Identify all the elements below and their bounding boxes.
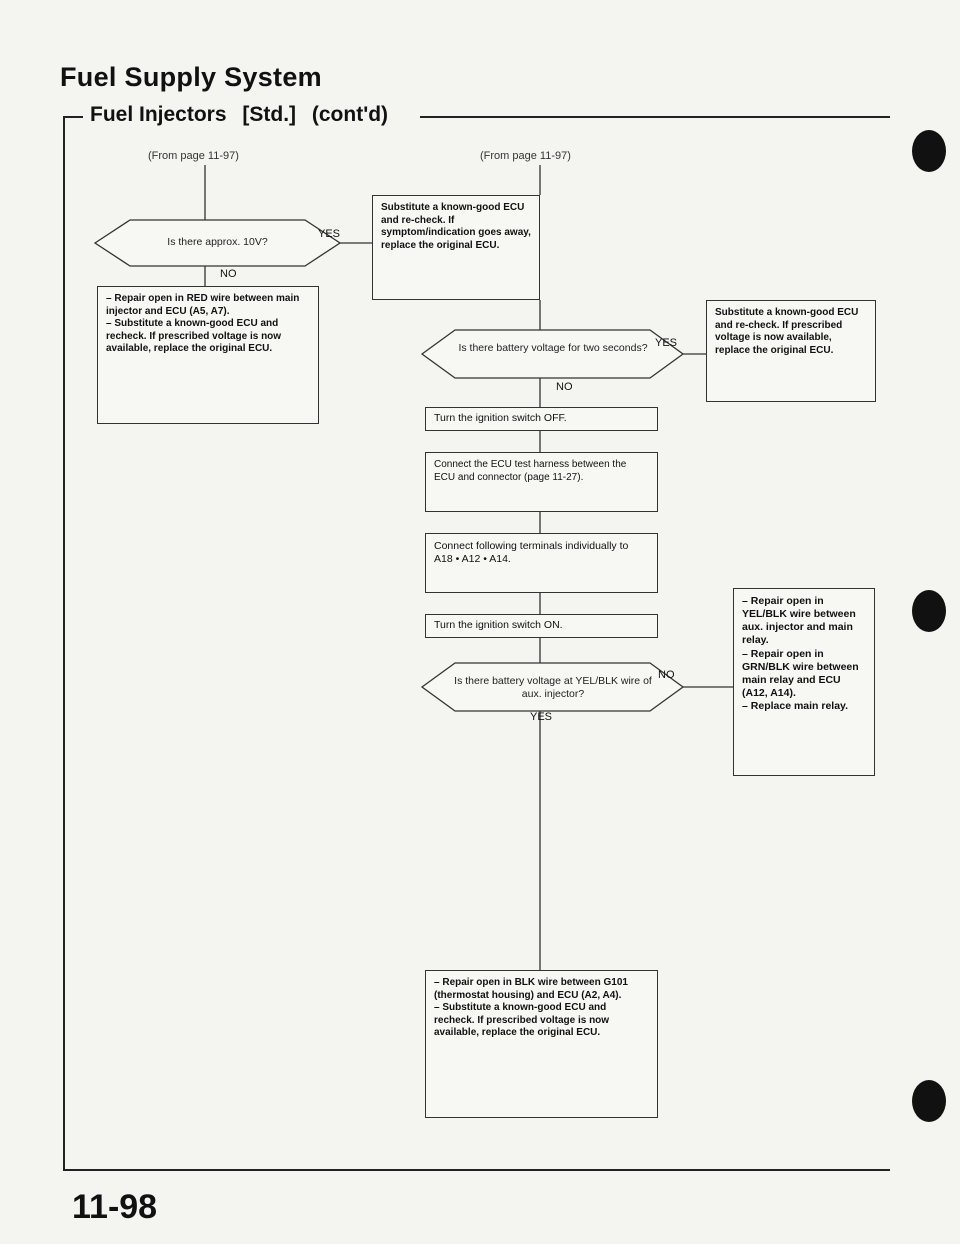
box-repair-red-wire — [97, 286, 319, 424]
binder-hole-mark — [912, 1080, 946, 1122]
box-item: – Repair open in GRN/BLK wire between main relay and ECU (A12, A14). — [742, 648, 866, 701]
step-connect-terminals: Connect following terminals individually to A18 • A12 • A14. — [425, 533, 658, 593]
box-item: – Replace main relay. — [742, 700, 866, 713]
box-repair-blk-wire — [425, 970, 658, 1118]
no-label-right: NO — [556, 381, 573, 393]
yes-label-right: YES — [655, 337, 678, 349]
box-item: – Repair open in BLK wire between G101 (thermostat housing) and ECU (A2, A4). — [434, 977, 649, 1002]
box-substitute-ecu-left: Substitute a known-good ECU and re-check. If symptom/indication goes away, replace the original ECU. — [372, 195, 540, 300]
binder-hole-mark — [912, 130, 946, 172]
step-ignition-on: Turn the ignition switch ON. — [425, 614, 658, 638]
box-item: – Repair open in RED wire between main injector and ECU (A5, A7). — [106, 293, 310, 318]
page-number: 11-98 — [72, 1188, 158, 1226]
box-substitute-ecu-right: Substitute a known-good ECU and re-check. If prescribed voltage is now available, replace the original ECU. — [706, 300, 876, 402]
question-right-1: Is there battery voltage for two seconds? — [458, 342, 648, 354]
no-label-right-2: NO — [658, 669, 675, 681]
step-ignition-off: Turn the ignition switch OFF. — [425, 407, 658, 431]
from-reference-left: (From page 11-97) — [148, 150, 239, 162]
box-item: – Substitute a known-good ECU and recheck. If prescribed voltage is now available, replace the original ECU. — [106, 318, 310, 356]
no-label-left: NO — [220, 268, 237, 280]
yes-label-right-2: YES — [530, 711, 553, 723]
yes-label-left: YES — [318, 228, 341, 240]
from-reference-right: (From page 11-97) — [480, 150, 571, 162]
page-title: Fuel Supply System — [60, 62, 322, 92]
question-left: Is there approx. 10V? — [167, 236, 268, 248]
box-repair-yel-blk — [733, 588, 875, 776]
step-connect-harness: Connect the ECU test harness between the ECU and connector (page 11-27). — [425, 452, 658, 512]
box-item: – Substitute a known-good ECU and recheck. If prescribed voltage is now available, replace the original ECU. — [434, 1002, 649, 1040]
subtitle-main: Fuel Injectors — [90, 103, 227, 126]
binder-hole-mark — [912, 590, 946, 632]
subtitle-std: [Std.] — [242, 103, 297, 126]
question-right-2: Is there battery voltage at YEL/BLK wire of aux. injector? — [454, 675, 652, 700]
subtitle-cont: (cont'd) — [311, 103, 389, 126]
box-item: – Repair open in YEL/BLK wire between aux. injector and main relay. — [742, 595, 866, 648]
